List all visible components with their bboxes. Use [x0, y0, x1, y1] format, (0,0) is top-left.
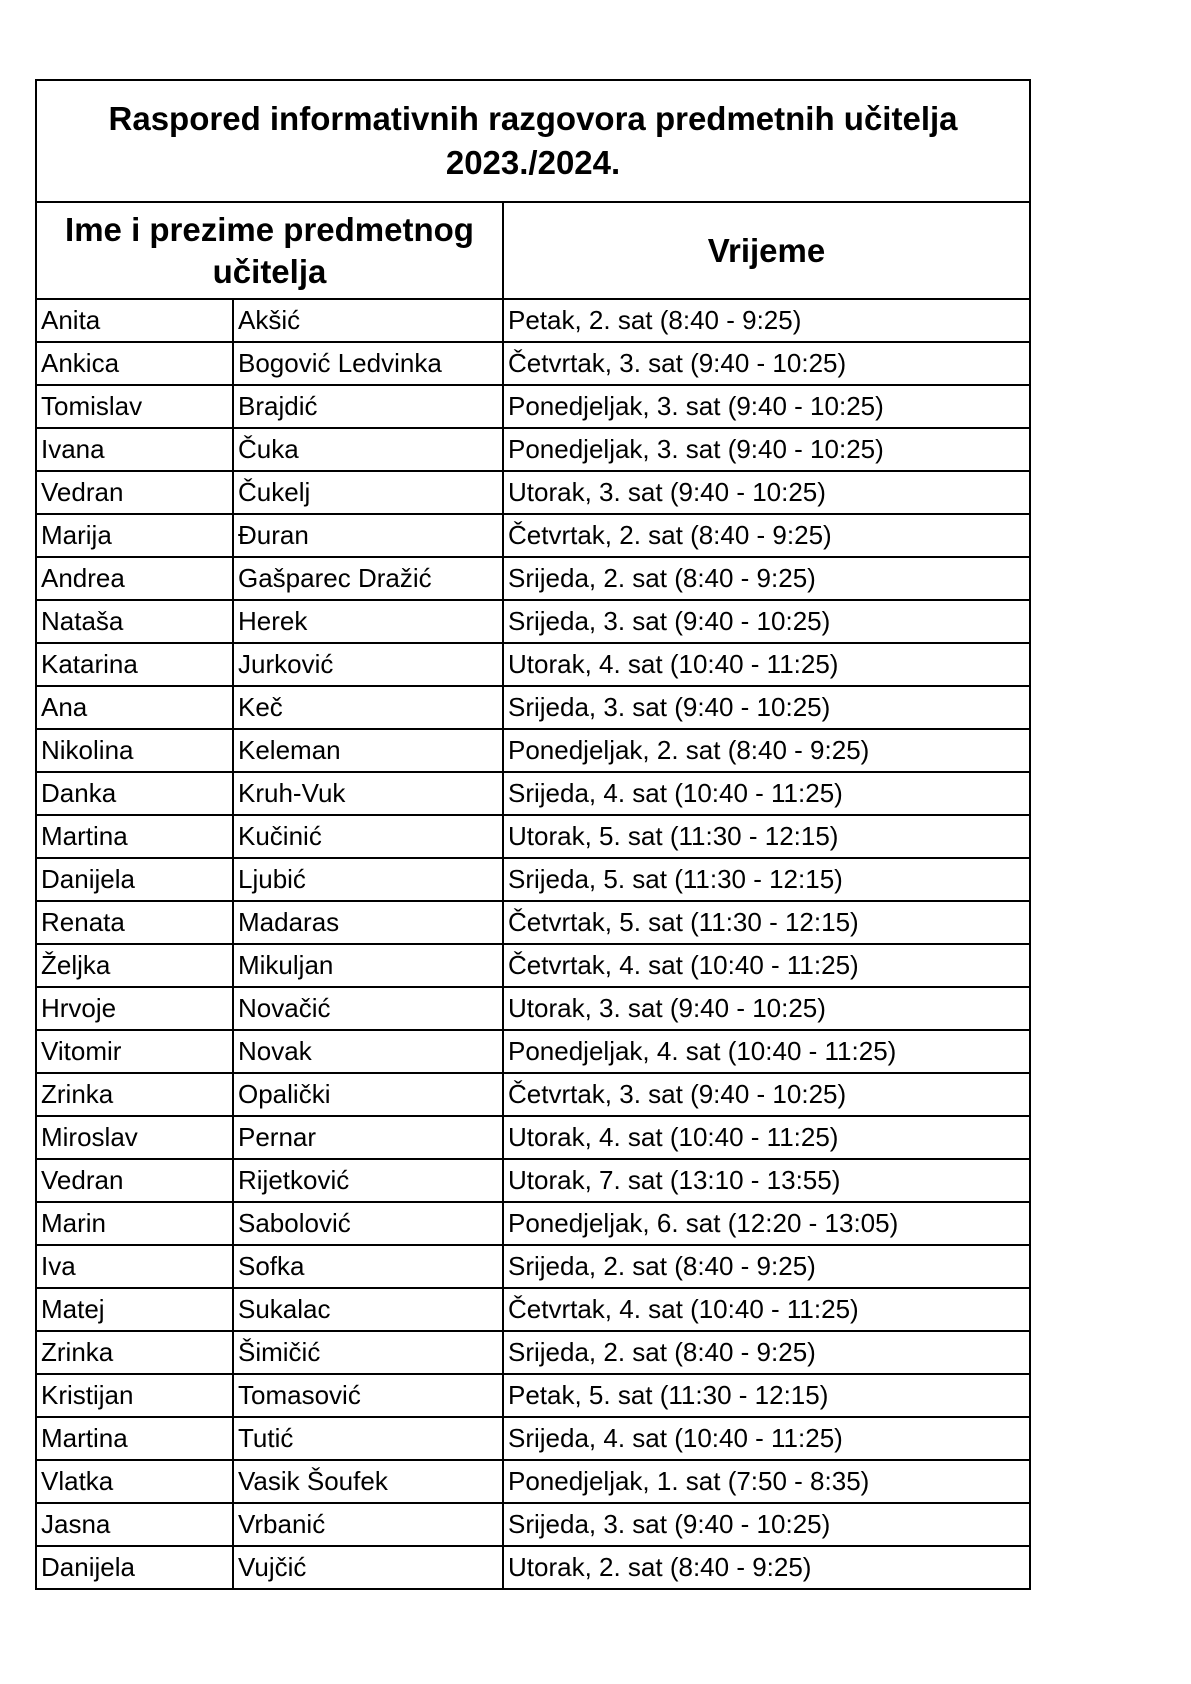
time-cell: Ponedjeljak, 6. sat (12:20 - 13:05)	[503, 1202, 1030, 1245]
time-cell: Četvrtak, 4. sat (10:40 - 11:25)	[503, 944, 1030, 987]
table-row	[36, 729, 1030, 772]
last-name-cell: Vrbanić	[233, 1503, 503, 1546]
last-name-cell: Mikuljan	[233, 944, 503, 987]
time-cell: Utorak, 7. sat (13:10 - 13:55)	[503, 1159, 1030, 1202]
first-name-cell: Danijela	[36, 858, 233, 901]
time-cell: Četvrtak, 3. sat (9:40 - 10:25)	[503, 1073, 1030, 1116]
last-name-cell: Sukalac	[233, 1288, 503, 1331]
table-row	[36, 1202, 1030, 1245]
last-name-cell: Vasik Šoufek	[233, 1460, 503, 1503]
last-name-cell: Keč	[233, 686, 503, 729]
time-cell: Srijeda, 3. sat (9:40 - 10:25)	[503, 1503, 1030, 1546]
time-cell: Petak, 5. sat (11:30 - 12:15)	[503, 1374, 1030, 1417]
first-name-cell: Tomislav	[36, 385, 233, 428]
first-name-cell: Danka	[36, 772, 233, 815]
table-row	[36, 1331, 1030, 1374]
first-name-cell: Marin	[36, 1202, 233, 1245]
first-name-cell: Katarina	[36, 643, 233, 686]
table-row	[36, 815, 1030, 858]
schedule-document	[35, 79, 1029, 1590]
first-name-cell: Kristijan	[36, 1374, 233, 1417]
time-cell: Srijeda, 2. sat (8:40 - 9:25)	[503, 1331, 1030, 1374]
table-row	[36, 1503, 1030, 1546]
time-cell: Srijeda, 4. sat (10:40 - 11:25)	[503, 772, 1030, 815]
time-cell: Ponedjeljak, 2. sat (8:40 - 9:25)	[503, 729, 1030, 772]
first-name-cell: Marija	[36, 514, 233, 557]
time-cell: Srijeda, 2. sat (8:40 - 9:25)	[503, 557, 1030, 600]
last-name-cell: Herek	[233, 600, 503, 643]
first-name-cell: Ivana	[36, 428, 233, 471]
table-row	[36, 772, 1030, 815]
first-name-cell: Hrvoje	[36, 987, 233, 1030]
last-name-cell: Kruh-Vuk	[233, 772, 503, 815]
time-cell: Utorak, 3. sat (9:40 - 10:25)	[503, 471, 1030, 514]
time-cell: Srijeda, 2. sat (8:40 - 9:25)	[503, 1245, 1030, 1288]
last-name-cell: Keleman	[233, 729, 503, 772]
time-cell: Srijeda, 3. sat (9:40 - 10:25)	[503, 686, 1030, 729]
last-name-cell: Čukelj	[233, 471, 503, 514]
first-name-cell: Miroslav	[36, 1116, 233, 1159]
table-row	[36, 299, 1030, 342]
table-row	[36, 600, 1030, 643]
first-name-cell: Danijela	[36, 1546, 233, 1589]
time-cell: Utorak, 4. sat (10:40 - 11:25)	[503, 643, 1030, 686]
last-name-cell: Bogović Ledvinka	[233, 342, 503, 385]
table-body	[36, 299, 1030, 1589]
time-cell: Četvrtak, 4. sat (10:40 - 11:25)	[503, 1288, 1030, 1331]
table-row	[36, 944, 1030, 987]
last-name-cell: Akšić	[233, 299, 503, 342]
last-name-cell: Gašparec Dražić	[233, 557, 503, 600]
last-name-cell: Novačić	[233, 987, 503, 1030]
time-cell: Četvrtak, 3. sat (9:40 - 10:25)	[503, 342, 1030, 385]
last-name-cell: Sofka	[233, 1245, 503, 1288]
table-row	[36, 342, 1030, 385]
table-row	[36, 557, 1030, 600]
time-cell: Ponedjeljak, 3. sat (9:40 - 10:25)	[503, 428, 1030, 471]
table-row	[36, 1116, 1030, 1159]
last-name-cell: Tutić	[233, 1417, 503, 1460]
table-row	[36, 901, 1030, 944]
last-name-cell: Pernar	[233, 1116, 503, 1159]
table-row	[36, 686, 1030, 729]
header-time: Vrijeme	[503, 202, 1030, 299]
header-teacher-name	[36, 202, 503, 299]
time-cell: Ponedjeljak, 4. sat (10:40 - 11:25)	[503, 1030, 1030, 1073]
schedule-table	[35, 79, 1031, 1590]
last-name-cell: Đuran	[233, 514, 503, 557]
table-row	[36, 1546, 1030, 1589]
table-row	[36, 643, 1030, 686]
last-name-cell: Novak	[233, 1030, 503, 1073]
time-cell: Utorak, 2. sat (8:40 - 9:25)	[503, 1546, 1030, 1589]
first-name-cell: Matej	[36, 1288, 233, 1331]
time-cell: Petak, 2. sat (8:40 - 9:25)	[503, 299, 1030, 342]
last-name-cell: Sabolović	[233, 1202, 503, 1245]
table-row	[36, 1417, 1030, 1460]
table-row	[36, 987, 1030, 1030]
time-cell: Ponedjeljak, 1. sat (7:50 - 8:35)	[503, 1460, 1030, 1503]
time-cell: Utorak, 5. sat (11:30 - 12:15)	[503, 815, 1030, 858]
time-cell: Četvrtak, 2. sat (8:40 - 9:25)	[503, 514, 1030, 557]
table-row	[36, 1073, 1030, 1116]
title-line-1: Raspored informativnih razgovora predmetnih učitelja	[108, 100, 958, 137]
last-name-cell: Opalički	[233, 1073, 503, 1116]
last-name-cell: Vujčić	[233, 1546, 503, 1589]
header-name-line-1: Ime i prezime predmetnog	[65, 210, 474, 248]
time-cell: Utorak, 3. sat (9:40 - 10:25)	[503, 987, 1030, 1030]
table-title	[36, 80, 1030, 202]
time-cell: Srijeda, 5. sat (11:30 - 12:15)	[503, 858, 1030, 901]
last-name-cell: Ljubić	[233, 858, 503, 901]
first-name-cell: Vedran	[36, 1159, 233, 1202]
time-cell: Srijeda, 3. sat (9:40 - 10:25)	[503, 600, 1030, 643]
time-cell: Četvrtak, 5. sat (11:30 - 12:15)	[503, 901, 1030, 944]
last-name-cell: Tomasović	[233, 1374, 503, 1417]
last-name-cell: Jurković	[233, 643, 503, 686]
last-name-cell: Brajdić	[233, 385, 503, 428]
table-row	[36, 1030, 1030, 1073]
table-row	[36, 1245, 1030, 1288]
last-name-cell: Madaras	[233, 901, 503, 944]
table-row	[36, 385, 1030, 428]
first-name-cell: Jasna	[36, 1503, 233, 1546]
time-cell: Utorak, 4. sat (10:40 - 11:25)	[503, 1116, 1030, 1159]
first-name-cell: Martina	[36, 1417, 233, 1460]
first-name-cell: Zrinka	[36, 1331, 233, 1374]
first-name-cell: Vlatka	[36, 1460, 233, 1503]
table-row	[36, 471, 1030, 514]
first-name-cell: Zrinka	[36, 1073, 233, 1116]
table-row	[36, 1460, 1030, 1503]
first-name-cell: Ankica	[36, 342, 233, 385]
table-row	[36, 428, 1030, 471]
table-row	[36, 514, 1030, 557]
first-name-cell: Nataša	[36, 600, 233, 643]
last-name-cell: Šimičić	[233, 1331, 503, 1374]
header-name-line-2: učitelja	[212, 252, 327, 290]
first-name-cell: Nikolina	[36, 729, 233, 772]
first-name-cell: Andrea	[36, 557, 233, 600]
title-line-2: 2023./2024.	[445, 144, 621, 181]
time-cell: Ponedjeljak, 3. sat (9:40 - 10:25)	[503, 385, 1030, 428]
first-name-cell: Martina	[36, 815, 233, 858]
first-name-cell: Željka	[36, 944, 233, 987]
time-cell: Srijeda, 4. sat (10:40 - 11:25)	[503, 1417, 1030, 1460]
first-name-cell: Anita	[36, 299, 233, 342]
first-name-cell: Vitomir	[36, 1030, 233, 1073]
table-row	[36, 858, 1030, 901]
last-name-cell: Čuka	[233, 428, 503, 471]
first-name-cell: Ana	[36, 686, 233, 729]
last-name-cell: Rijetković	[233, 1159, 503, 1202]
last-name-cell: Kučinić	[233, 815, 503, 858]
first-name-cell: Renata	[36, 901, 233, 944]
first-name-cell: Vedran	[36, 471, 233, 514]
table-row	[36, 1374, 1030, 1417]
table-row	[36, 1288, 1030, 1331]
first-name-cell: Iva	[36, 1245, 233, 1288]
table-row	[36, 1159, 1030, 1202]
